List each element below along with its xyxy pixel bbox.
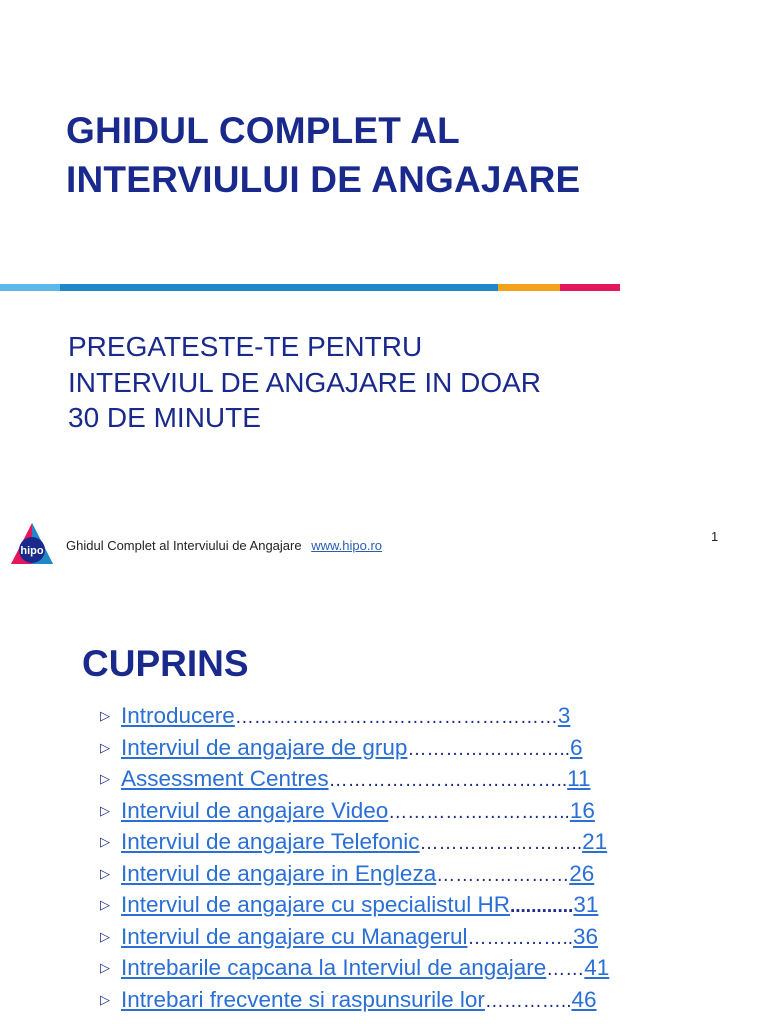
- subtitle-line-3: 30 DE MINUTE: [68, 402, 261, 433]
- website-link[interactable]: www.hipo.ro: [311, 538, 383, 553]
- toc-page-link[interactable]: 36: [573, 923, 599, 949]
- toc-link[interactable]: Interviul de angajare Video: [121, 797, 389, 823]
- toc-leader-dots: …………………: [436, 864, 570, 886]
- triangle-bullet-icon: ▷: [100, 991, 110, 1007]
- subtitle-line-2: INTERVIUL DE ANGAJARE IN DOAR: [68, 366, 541, 398]
- toc-link[interactable]: Assessment Centres: [121, 766, 329, 791]
- triangle-bullet-icon: ▷: [100, 834, 110, 849]
- triangle-bullet-icon: ▷: [100, 960, 110, 975]
- triangle-bullet-icon: ▷: [100, 802, 110, 818]
- toc-item: [100, 952, 720, 984]
- toc-item: [100, 732, 720, 764]
- toc-link[interactable]: Intrebarile capcana la Interviul de angajare: [121, 955, 547, 980]
- toc-leader-dots: …………..: [484, 990, 572, 1012]
- toc-page-link[interactable]: 16: [569, 797, 595, 823]
- title-line-2: INTERVIULUI DE ANGAJARE: [66, 159, 581, 200]
- toc-item: [100, 921, 720, 953]
- toc-page-link[interactable]: 6: [570, 734, 583, 760]
- toc-page-link[interactable]: 3: [557, 703, 571, 728]
- triangle-bullet-icon: ▷: [100, 928, 110, 944]
- subtitle-line-1: PREGATESTE-TE PENTRU: [68, 331, 423, 362]
- document-title: [66, 106, 580, 204]
- toc-link[interactable]: Interviul de angajare Telefonic: [121, 829, 420, 854]
- toc-leader-dots: ………………………..: [388, 801, 570, 823]
- toc-page-link[interactable]: 41: [584, 955, 610, 980]
- toc-link[interactable]: Intrebari frecvente si raspunsurile lor: [121, 986, 485, 1012]
- toc-item: [100, 889, 720, 921]
- toc-link[interactable]: Introducere: [121, 703, 235, 728]
- toc-page-link[interactable]: 11: [567, 766, 591, 791]
- toc-page-link[interactable]: 31: [573, 892, 599, 917]
- toc-leader-dots: ………………………………..: [328, 770, 568, 791]
- contents-slide: [0, 590, 768, 1024]
- toc-item: [100, 858, 720, 890]
- toc-page-link[interactable]: 46: [571, 986, 597, 1012]
- slide-footer: [0, 520, 768, 570]
- toc-leader-dots: ……………………..: [407, 738, 571, 760]
- footer-text: [66, 538, 382, 553]
- toc-link[interactable]: Interviul de angajare de grup: [121, 734, 408, 760]
- triangle-bullet-icon: ▷: [100, 708, 110, 723]
- triangle-bullet-icon: ▷: [100, 865, 110, 881]
- toc-leader-dots: ……………..: [467, 927, 574, 949]
- triangle-bullet-icon: ▷: [100, 897, 110, 912]
- triangle-bullet-icon: ▷: [100, 771, 110, 786]
- toc-leader-dots: ……………………..: [419, 833, 583, 854]
- stripe-orange: [498, 284, 560, 291]
- triangle-bullet-icon: ▷: [100, 739, 110, 755]
- stripe-red: [560, 284, 620, 291]
- stripe-light-blue: [0, 284, 60, 291]
- hipo-logo: [8, 520, 56, 568]
- toc-item: [100, 763, 720, 795]
- document-subtitle: [68, 329, 541, 436]
- page-number: 1: [711, 529, 719, 544]
- toc-item: [100, 984, 720, 1016]
- toc-page-link[interactable]: 26: [569, 860, 595, 886]
- title-line-1: GHIDUL COMPLET AL: [66, 110, 460, 151]
- toc-leader-dots: ............: [509, 896, 574, 917]
- footer-label: Ghidul Complet al Interviului de Angajare: [66, 538, 302, 553]
- logo-text: hipo: [20, 545, 44, 557]
- toc-link[interactable]: Interviul de angajare cu Managerul: [121, 923, 468, 949]
- toc-link[interactable]: Interviul de angajare cu specialistul HR: [121, 892, 510, 917]
- toc-link[interactable]: Interviul de angajare in Engleza: [121, 860, 437, 886]
- toc-leader-dots: ……………………………………………: [234, 707, 558, 728]
- toc-item: [100, 826, 720, 858]
- toc-item: [100, 795, 720, 827]
- toc-leader-dots: ……: [546, 959, 585, 980]
- toc-item: [100, 700, 720, 732]
- toc-page-link[interactable]: 21: [582, 829, 608, 854]
- table-of-contents: [100, 700, 720, 1015]
- stripe-blue: [60, 284, 498, 291]
- contents-title: CUPRINS: [82, 643, 249, 684]
